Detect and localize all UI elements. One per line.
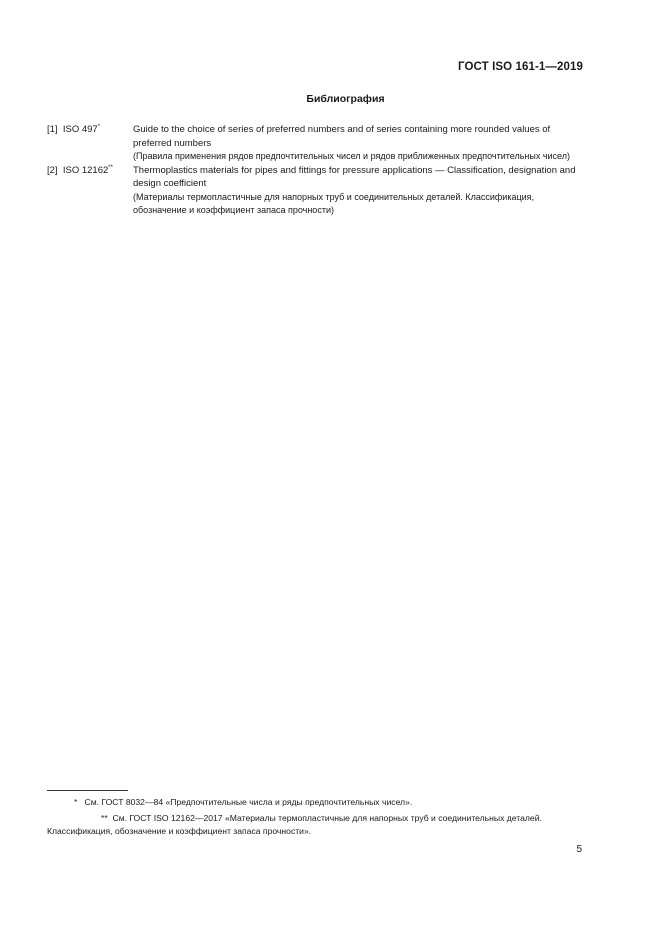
entry-code: ISO 12162	[62, 164, 109, 176]
entry-code: ISO 497	[62, 124, 98, 135]
bibliography-entry	[47, 164, 582, 218]
section-title: Библиография	[306, 93, 385, 105]
entry-title-en: Guide to the choice of series of preferred numbers and of series containing more rounded values of preferred numbers	[133, 124, 551, 149]
footnote-separator	[47, 790, 128, 791]
footnote-text: См. ГОСТ ISO 12162—2017 «Материалы термопластичные для напорных труб и соединительных деталей. Классификация, обозначение и коэффициент запаса прочности».	[47, 813, 542, 836]
entry-title-en: Thermoplastics materials for pipes and fittings for pressure applications — Classification, designation and design coefficient	[133, 164, 576, 189]
footnote-mark: *	[97, 124, 101, 130]
bibliography-list	[47, 123, 582, 218]
entry-reference	[47, 123, 133, 164]
entry-number: [1]	[47, 124, 58, 135]
entry-body	[133, 164, 582, 218]
entry-body	[133, 123, 582, 164]
entry-title-ru: (Материалы термопластичные для напорных труб и соединительных деталей. Классификация, обозначение и коэффициент запаса прочности)	[133, 191, 535, 215]
footnote	[47, 796, 582, 809]
footnote-mark: **	[108, 164, 113, 171]
footnote-mark: *	[74, 797, 78, 807]
entry-reference	[47, 164, 133, 218]
footnotes	[47, 796, 582, 841]
footnote-mark: **	[101, 813, 108, 823]
footnote	[47, 812, 582, 838]
bibliography-entry	[47, 123, 582, 164]
entry-number: [2]	[47, 164, 58, 176]
entry-title-ru: (Правила применения рядов предпочтительных чисел и рядов приближенных предпочтительных чисел)	[133, 151, 570, 161]
footnote-text: См. ГОСТ 8032—84 «Предпочтительные числа и ряды предпочтительных чисел».	[84, 797, 413, 807]
page-number: 5	[576, 844, 582, 855]
document-code: ГОСТ ISO 161-1—2019	[458, 61, 583, 73]
